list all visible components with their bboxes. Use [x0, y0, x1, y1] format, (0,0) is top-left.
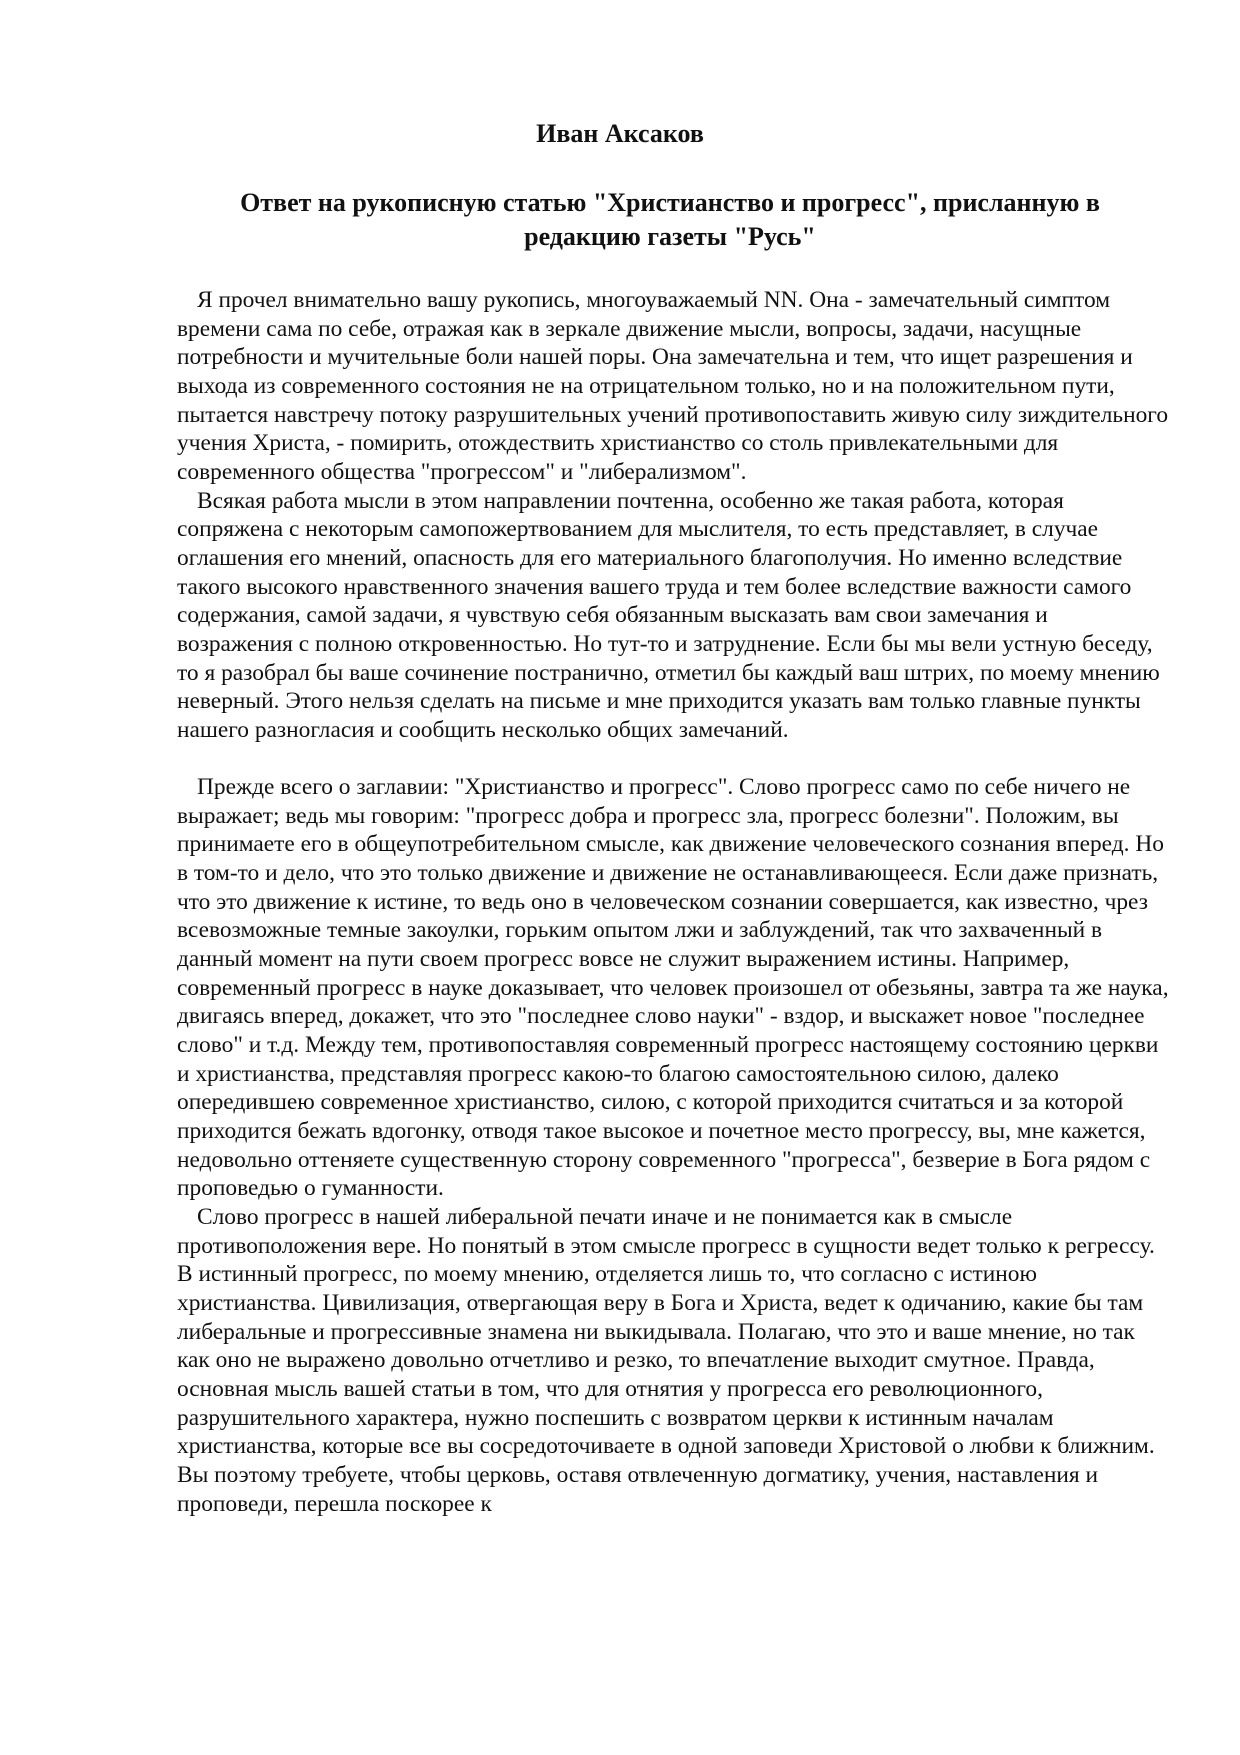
article-body — [177, 286, 1169, 1518]
article-title — [140, 186, 1200, 254]
paragraph-2: Всякая работа мысли в этом направлении почтенна, особенно же такая работа, которая сопряжена с некоторым самопожертвованием для мыслителя, то есть представляет, в случае оглашения его мнений, опасность для его материального благополучия. Но именно вследствие такого высокого нравственного значения вашего труда и тем более вследствие важности самого содержания, самой задачи, я чувствую себя обязанным высказать вам свои замечания и возражения с полною откровенностью. Но тут-то и затруднение. Если бы мы вели устную беседу, то я разобрал бы ваше сочинение постранично, отметил бы каждый ваш штрих, по моему мнению неверный. Этого нельзя сделать на письме и мне приходится указать вам только главные пункты нашего разногласия и сообщить несколько общих замечаний. — [177, 487, 1160, 743]
paragraph-1: Я прочел внимательно вашу рукопись, многоуважаемый NN. Она - замечательный симптом времени сама по себе, отражая как в зеркале движение мысли, вопросы, задачи, насущные потребности и мучительные боли нашей поры. Она замечательна и тем, что ищет разрешения и выхода из современного состояния не на отрицательном только, но и на положительном пути, пытается навстречу потоку разрушительных учений противопоставить живую силу зиждительного учения Христа, - помирить, отождествить христианство со столь привлекательными для современного общества "прогрессом" и "либерализмом". — [177, 287, 1169, 485]
paragraph-3: Прежде всего о заглавии: "Христианство и прогресс". Слово прогресс само по себе ничего не выражает; ведь мы говорим: "прогресс добра и прогресс зла, прогресс болезни". Положим, вы принимаете его в общеупотребительном смысле, как движение человеческого сознания вперед. Но в том-то и дело, что это только движение и движение не останавливающееся. Если даже признать, что это движение к истине, то ведь оно в человеческом сознании совершается, как известно, чрез всевозможные темные закоулки, горьким опытом лжи и заблуждений, так что захваченный в данный момент на пути своем прогресс вовсе не служит выражением истины. Например, современный прогресс в науке доказывает, что человек произошел от обезьяны, завтра та же наука, двигаясь вперед, докажет, что это "последнее слово науки" - вздор, и выскажет новое "последнее слово" и т.д. Между тем, противопоставляя современный прогресс настоящему состоянию церкви и христианства, представляя прогресс какою-то благою самостоятельною силою, далеко опередившею современное христианство, силою, с которой приходится считаться и за которой приходится бежать вдогонку, отводя такое высокое и почетное место прогрессу, вы, мне кажется, недовольно оттеняете существенную сторону современного "прогресса", безверие в Бога рядом с проповедью о гуманности. — [177, 774, 1169, 1202]
article-title-line-1: Ответ на рукописную статью "Христианство и прогресс", присланную в — [240, 188, 1100, 217]
paragraph-spacer — [177, 745, 1169, 774]
author-name: Иван Аксаков — [536, 119, 704, 148]
paragraph-4: Слово прогресс в нашей либеральной печати иначе и не понимается как в смысле противоположения вере. Но понятый в этом смысле прогресс в сущности ведет только к регрессу. В истинный прогресс, по моему мнению, отделяется лишь то, что согласно с истиною христианства. Цивилизация, отвергающая веру в Бога и Христа, ведет к одичанию, какие бы там либеральные и прогрессивные знамена ни выкидывала. Полагаю, что это и ваше мнение, но так как оно не выражено довольно отчетливо и резко, то впечатление выходит смутное. Правда, основная мысль вашей статьи в том, что для отнятия у прогресса его революционного, разрушительного характера, нужно поспешить с возвратом церкви к истинным началам христианства, которые все вы сосредоточиваете в одной заповеди Христовой о любви к ближним. Вы поэтому требуете, чтобы церковь, оставя отвлеченную догматику, учения, наставления и проповеди, перешла поскорее к — [177, 1203, 1155, 1517]
article-title-line-2: редакцию газеты "Русь" — [524, 222, 816, 251]
